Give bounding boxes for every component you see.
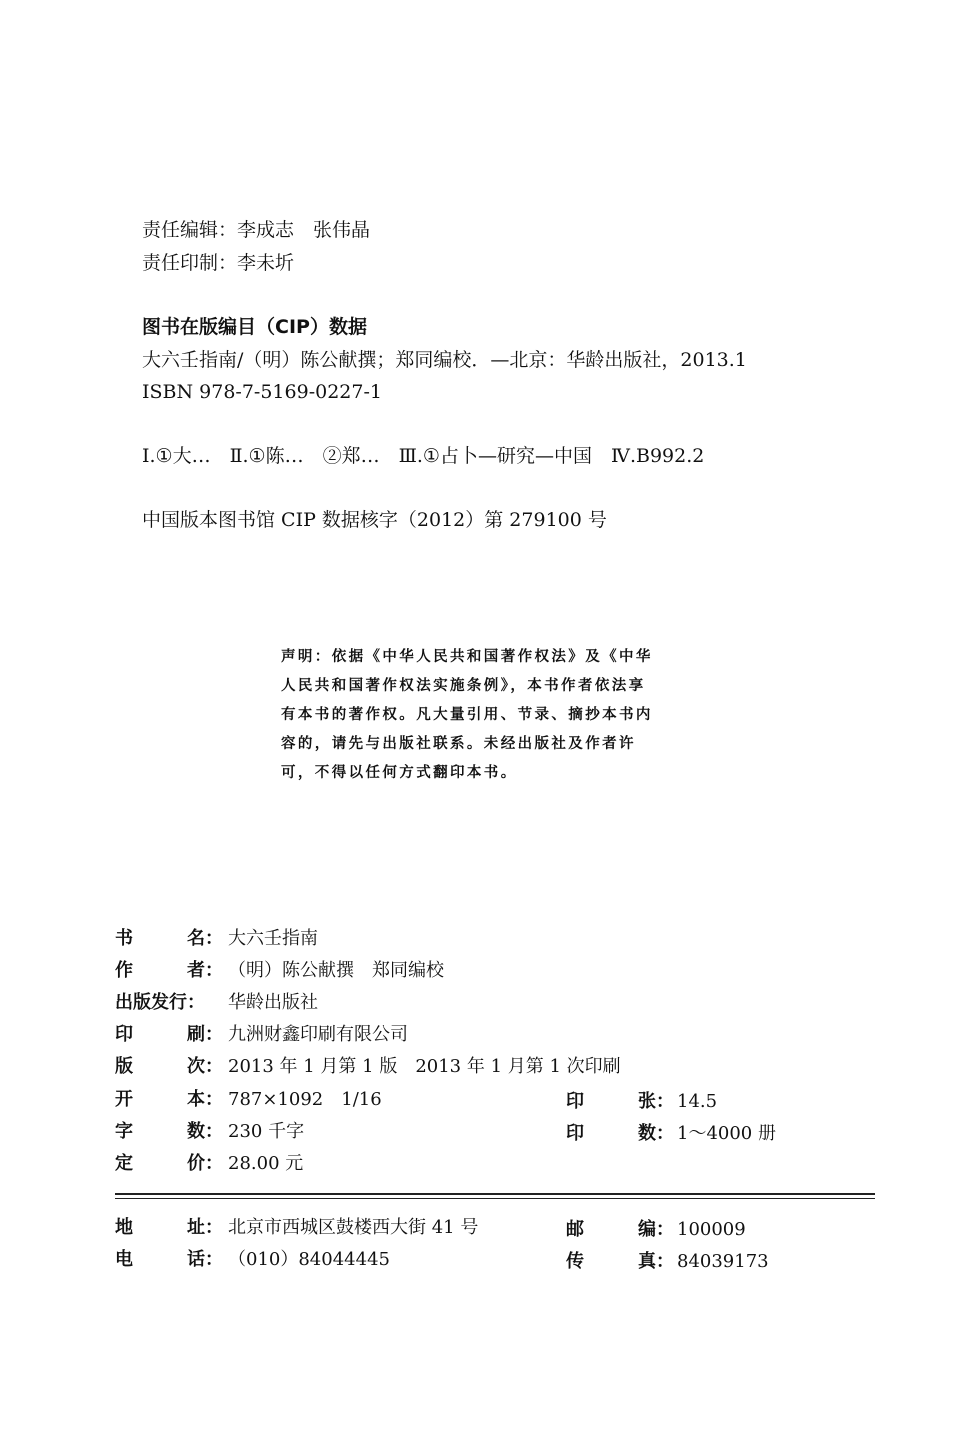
value-phone: （010）84044445 bbox=[228, 1249, 390, 1270]
declaration-line: 有本书的著作权。凡大量引用、节录、摘抄本书内 bbox=[281, 707, 653, 723]
cip-record-number: 中国版本图书馆 CIP 数据核字（2012）第 279100 号 bbox=[142, 509, 607, 531]
value-address: 北京市西城区鼓楼西大街 41 号 bbox=[228, 1217, 479, 1238]
cip-classification: Ⅰ.①大… Ⅱ.①陈… ②郑… Ⅲ.①占卜—研究—中国 Ⅳ.B992.2 bbox=[142, 445, 705, 467]
copyright-declaration bbox=[281, 643, 699, 788]
divider-rule bbox=[115, 1198, 875, 1199]
divider-rule bbox=[115, 1193, 875, 1195]
value-edition: 2013 年 1 月第 1 版 2013 年 1 月第 1 次印刷 bbox=[228, 1056, 621, 1077]
value-publisher: 华龄出版社 bbox=[228, 992, 318, 1013]
value-author: （明）陈公献撰 郑同编校 bbox=[228, 960, 444, 981]
responsible-editor: 责任编辑：李成志 张伟晶 bbox=[142, 219, 371, 241]
cip-heading: 图书在版编目（CIP）数据 bbox=[142, 316, 367, 338]
value-postcode: 100009 bbox=[677, 1219, 746, 1240]
cip-isbn: ISBN 978-7-5169-0227-1 bbox=[142, 381, 382, 403]
cip-bibliographic-line: 大六壬指南/（明）陈公献撰；郑同编校．—北京：华龄出版社，2013.1 bbox=[142, 349, 747, 371]
value-price: 28.00 元 bbox=[228, 1153, 304, 1174]
declaration-line: 人民共和国著作权法实施条例》，本书作者依法享 bbox=[281, 678, 646, 694]
responsible-printing: 责任印制：李未圻 bbox=[142, 252, 295, 274]
value-title: 大六壬指南 bbox=[228, 928, 318, 949]
value-printer: 九洲财鑫印刷有限公司 bbox=[228, 1024, 408, 1045]
declaration-line: 容的，请先与出版社联系。未经出版社及作者许 bbox=[281, 736, 636, 752]
value-format: 787×1092 1/16 bbox=[228, 1089, 382, 1110]
value-printed-sheets: 14.5 bbox=[677, 1091, 718, 1112]
value-fax: 84039173 bbox=[677, 1251, 769, 1272]
declaration-line: 可，不得以任何方式翻印本书。 bbox=[281, 765, 518, 781]
value-print-run: 1～4000 册 bbox=[677, 1123, 776, 1144]
declaration-line: 声明：依据《中华人民共和国著作权法》及《中华 bbox=[281, 649, 653, 665]
value-word-count: 230 千字 bbox=[228, 1121, 305, 1142]
